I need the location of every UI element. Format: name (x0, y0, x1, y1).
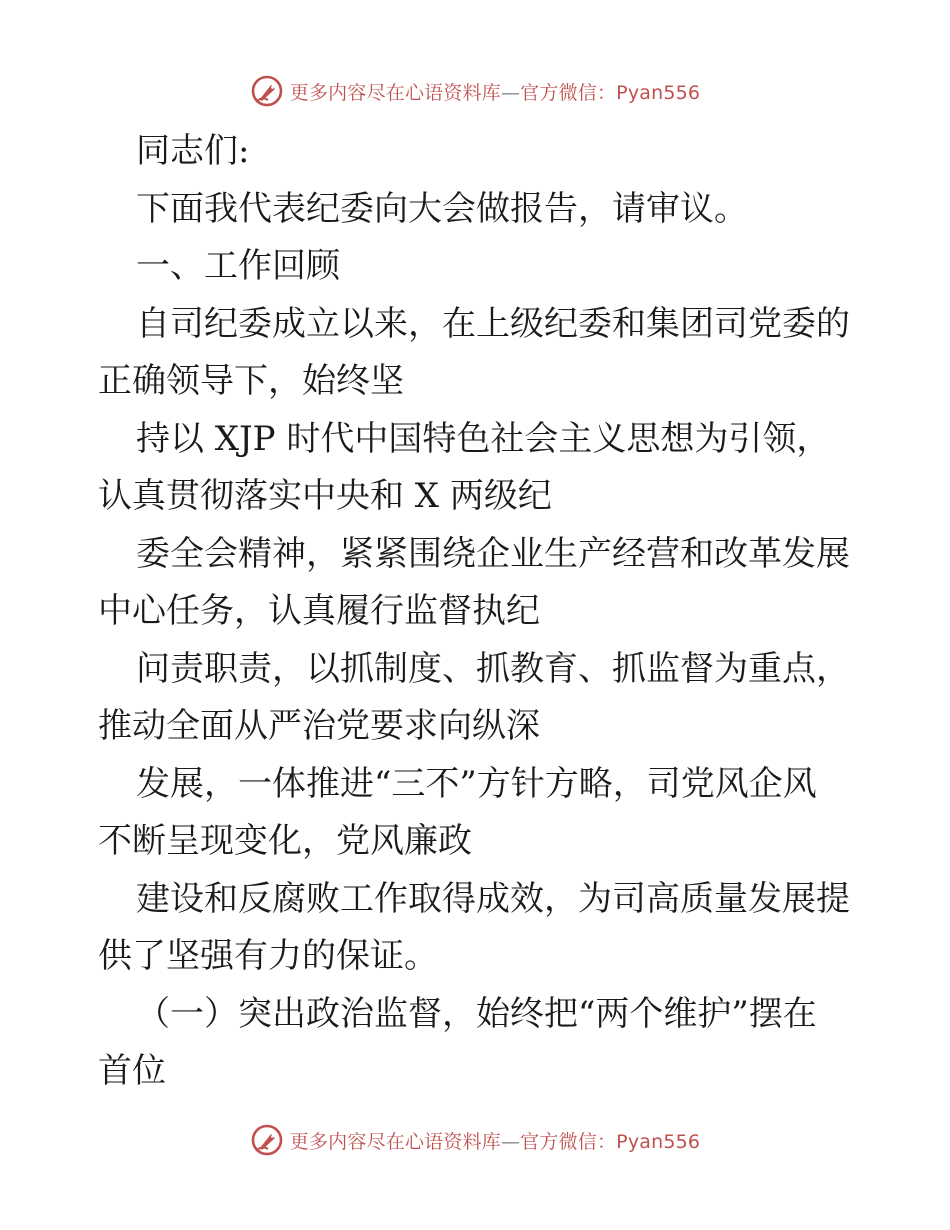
watermark-text (290, 78, 700, 105)
document-body (98, 123, 858, 1101)
watermark-separator: — (500, 1130, 521, 1153)
watermark-site: 更多内容尽在心语资料库 (289, 1130, 501, 1153)
paragraph-line: 自司纪委成立以来，在上级纪委和集团司党委的 (136, 303, 850, 344)
watermark-separator: — (500, 81, 521, 104)
watermark-contact: 官方微信：Pyan556 (520, 1130, 701, 1153)
watermark-header (0, 71, 950, 111)
paragraph-line: 中心任务，认真履行监督执纪 (98, 591, 540, 631)
pen-nib-logo-icon (250, 1123, 284, 1157)
paragraph-line: 不断呈现变化，党风廉政 (98, 821, 472, 861)
paragraph-line: 委全会精神，紧紧围绕企业生产经营和改革发展 (136, 533, 850, 574)
paragraph-line: 发展，一体推进“三不”方针方略，司党风企风 (136, 763, 817, 804)
watermark-group (250, 1123, 700, 1157)
paragraph-line: 问责职责，以抓制度、抓教育、抓监督为重点， (136, 648, 850, 689)
paragraph-line: 正确领导下，始终坚 (98, 361, 404, 401)
paragraph-line: 建设和反腐败工作取得成效，为司高质量发展提 (136, 878, 850, 919)
paragraph-line: 推动全面从严治党要求向纵深 (98, 706, 540, 746)
section-heading: 一、工作回顾 (136, 246, 340, 286)
paragraph-line: 首位 (98, 1051, 166, 1091)
watermark-contact: 官方微信：Pyan556 (520, 81, 701, 104)
salutation: 同志们: (136, 131, 250, 171)
opening-line: 下面我代表纪委向大会做报告，请审议。 (136, 188, 748, 229)
watermark-footer (0, 1120, 950, 1160)
subsection-heading: （一）突出政治监督，始终把“两个维护”摆在 (136, 993, 817, 1034)
paragraph-line: 供了坚强有力的保证。 (98, 936, 438, 976)
paragraph-line: 认真贯彻落实中央和 X 两级纪 (98, 476, 552, 516)
paragraph-line: 持以 XJP 时代中国特色社会主义思想为引领， (136, 418, 831, 459)
watermark-text (290, 1127, 700, 1154)
pen-nib-logo-icon (250, 74, 284, 108)
watermark-group (250, 74, 700, 108)
watermark-site: 更多内容尽在心语资料库 (289, 81, 501, 104)
